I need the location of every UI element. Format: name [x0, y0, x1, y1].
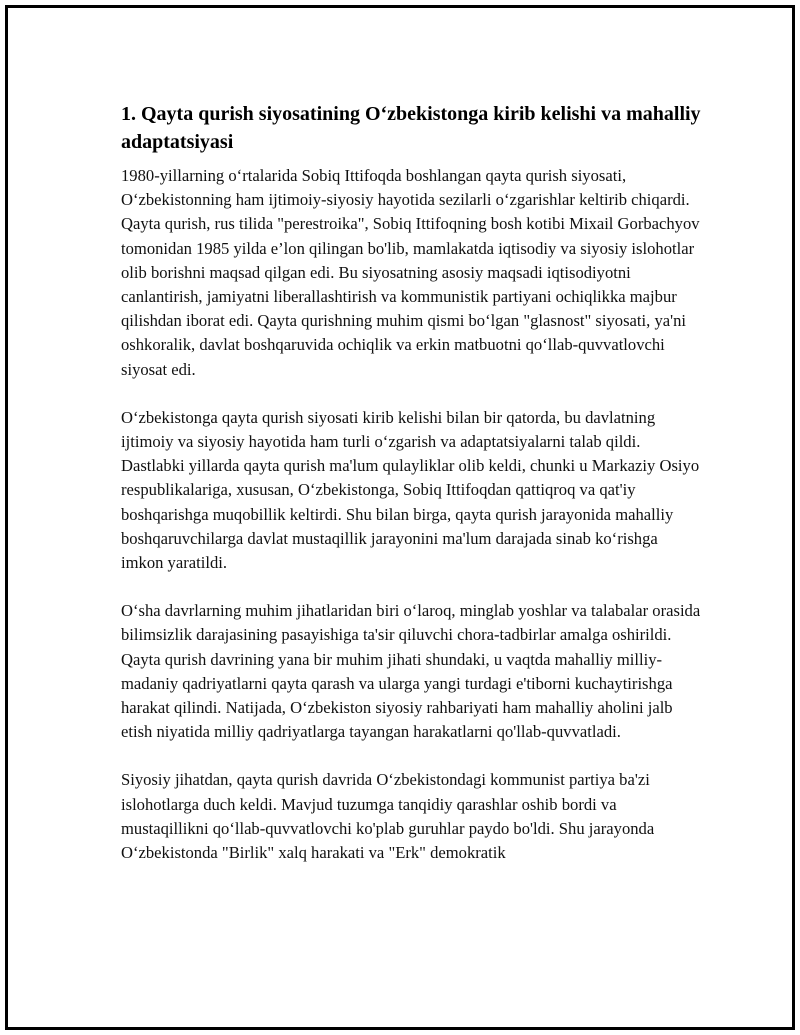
section-heading: 1. Qayta qurish siyosatining O‘zbekistonga kirib kelishi va mahalliy adaptatsiyasi	[121, 103, 701, 153]
paragraph-2: O‘zbekistonga qayta qurish siyosati kirib kelishi bilan bir qatorda, bu davlatning ijtimoiy va siyosiy hayotida ham turli o‘zgarish va adaptatsiyalarni talab qildi. Dastlabki yillarda qayta qurish ma'lum qulayliklar olib keldi, chunki u Markaziy Osiyo respublikalariga, xususan, O‘zbekistonga, Sobiq Ittifoqdan qattiqroq va qat'iy boshqarishga muqobillik keltirdi. Shu bilan birga, qayta qurish jarayonida mahalliy boshqaruvchilarga davlat mustaqillik jarayonini ma'lum darajada sinab ko‘rishga imkon yaratildi.	[121, 407, 700, 573]
paragraph-1: 1980-yillarning o‘rtalarida Sobiq Ittifoqda boshlangan qayta qurish siyosati, O‘zbekistonning ham ijtimoiy-siyosiy hayotida sezilarli o‘zgarishlar keltirib chiqardi. Qayta qurish, rus tilida "perestroika", Sobiq Ittifoqning bosh kotibi Mixail Gorbachyov tomonidan 1985 yilda e’lon qilingan bo'lib, mamlakatda iqtisodiy va siyosiy islohotlar olib borishni maqsad qilgan edi. Bu siyosatning asosiy maqsadi iqtisodiyotni canlantirish, jamiyatni liberallashtirish va kommunistik partiyani ochiqlikka majbur qilishdan iborat edi. Qayta qurishning muhim qismi bo‘lgan "glasnost" siyosati, ya'ni oshkoralik, davlat boshqaruvida ochiqlik va erkin matbuotni qo‘llab-quvvatlovchi siyosat edi.	[121, 166, 700, 379]
document-body	[121, 100, 701, 889]
paragraph-3: O‘sha davrlarning muhim jihatlaridan biri o‘laroq, minglab yoshlar va talabalar orasida bilimsizlik darajasining pasayishiga ta'sir qiluvchi chora-tadbirlar amalga oshirildi. Qayta qurish davrining yana bir muhim jihati shundaki, u vaqtda mahalliy milliy-madaniy qadriyatlarni qayta qarash va ularga yangi turdagi e'tiborni kuchaytirishga harakat qilindi. Natijada, O‘zbekiston siyosiy rahbariyati ham mahalliy aholini jalb etish niyatida milliy qadriyatlarga tayangan harakatlarni qo'llab-quvvatladi.	[121, 601, 701, 742]
page-frame	[5, 5, 795, 1030]
paragraph-4: Siyosiy jihatdan, qayta qurish davrida O‘zbekistondagi kommunist partiya ba'zi islohotlarga duch keldi. Mavjud tuzumga tanqidiy qarashlar oshib bordi va mustaqillikni qo‘llab-quvvatlovchi ko'plab guruhlar paydo bo'ldi. Shu jarayonda O‘zbekistonda "Birlik" xalq harakati va "Erk" demokratik	[121, 770, 655, 863]
